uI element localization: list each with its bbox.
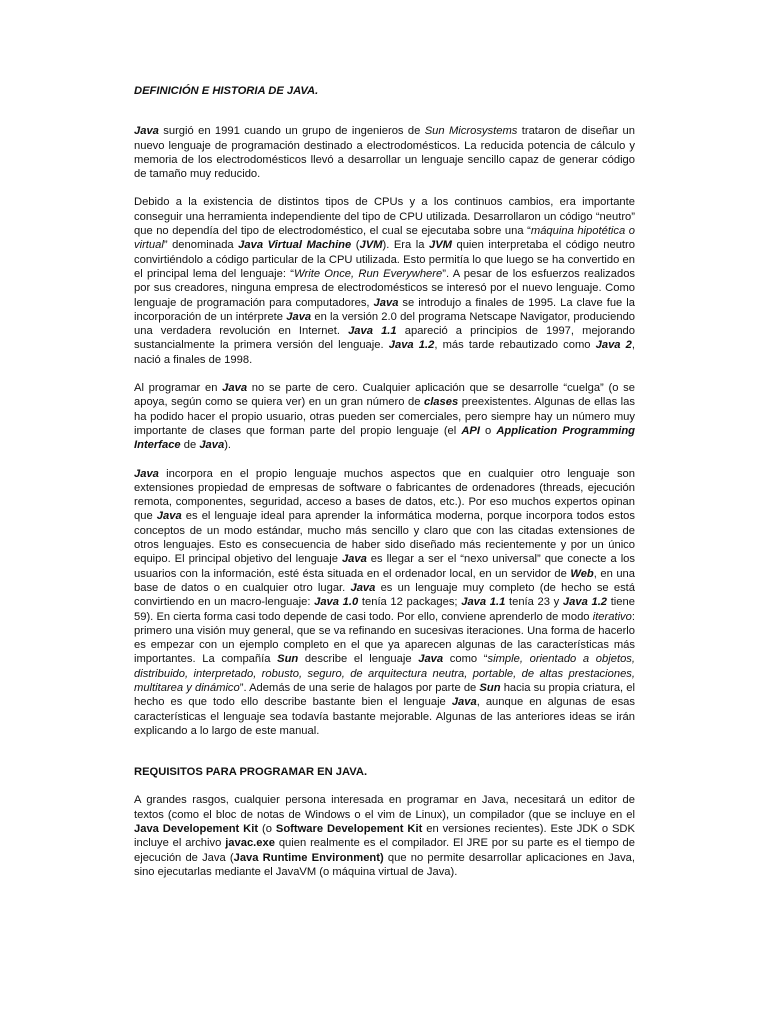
text-run: ”. Además de una serie de halagos por parte de	[239, 681, 480, 694]
text-run: tenía 12 packages;	[358, 596, 462, 609]
emphasis-bold-italic: Java	[286, 310, 312, 323]
emphasis-italic: iterativo	[592, 610, 632, 623]
text-run: apareció a principios de 1997, mejorando sustancialmente la primera versión del lenguaje.	[134, 325, 635, 352]
emphasis-bold-italic: Java	[418, 653, 444, 666]
text-run: en la versión 2.0 del programa Netscape Navigator, produciendo una verdadera revolución en Internet.	[134, 310, 636, 338]
emphasis-bold-italic: Java 1.1	[461, 596, 506, 609]
text-run: es un lenguaje muy completo (de hecho se está convirtiendo en un macro-lenguaje:	[134, 581, 635, 609]
text-run: no se parte de cero. Cualquier aplicación que se desarrolle “cuelga” (o se apoya, según como se quiera ver) en un gran número de	[134, 382, 635, 409]
emphasis-bold-italic: Java	[341, 553, 367, 566]
emphasis-bold-italic: Sun	[277, 653, 299, 666]
text-run: trataron de diseñar un nuevo lenguaje de programación destinado a electrodomésticos. La reducida potencia de cálculo y memoria de los electrodomésticos llevó a desarrollar un lenguaje sencillo capaz de generar código de tamaño muy reducido.	[134, 125, 635, 181]
text-run: , nació a finales de 1998.	[134, 339, 636, 366]
text-run: , aunque en algunas de esas características el lenguaje sea todavía bastante mejorable. Algunas de las anteriores ideas se irán explicando a lo largo de este manual.	[134, 696, 635, 737]
emphasis-bold-italic: Application Programming Interface	[134, 424, 636, 452]
paragraph-history	[134, 195, 635, 367]
text-run: de	[180, 439, 200, 452]
paragraph-requirements	[134, 793, 635, 879]
paragraph-intro	[134, 124, 635, 181]
emphasis-bold-italic: Java 1.1	[348, 325, 397, 338]
paragraph-classes	[134, 381, 635, 452]
text-run: ” denominada	[163, 239, 239, 252]
emphasis-bold: javac.exe	[225, 837, 275, 850]
emphasis-italic: Write Once, Run Everywhere	[293, 267, 443, 280]
text-run: quien realmente es el compilador. El JRE por su parte es el tiempo de ejecución de Java (	[134, 837, 636, 864]
text-run: A grandes rasgos, cualquier persona interesada en programar en Java, necesitará un editor de textos (como el bloc de notas de Windows o el vim de Linux), un compilador (que se incluye en el	[134, 794, 635, 821]
emphasis-bold-italic: Java 1.2	[388, 339, 435, 352]
text-run: ).	[224, 439, 232, 452]
emphasis-bold-italic: Java	[373, 296, 399, 309]
text-run: (	[351, 239, 360, 252]
emphasis-italic: simple, orientado a objetos, distribuido, interpretado, robusto, seguro, de arquitectura neutra, portable, de altas prestaciones, multitarea y dinámico	[134, 653, 635, 694]
text-run: es llegar a ser el “nexo universal” que conecte a los usuarios con la información, esté ésta situada en el ordenador local, en un servidor de	[134, 553, 635, 580]
text-run: Debido a la existencia de distintos tipos de CPUs y a los continuos cambios, era importante conseguir una herramienta independiente del tipo de CPU utilizada. Desarrollaron un código “neutro” que no dependía del tipo de electrodoméstico, el cual se ejecutaba sobre una “	[134, 196, 635, 238]
text-run: describe el lenguaje	[298, 653, 419, 666]
emphasis-bold-italic: Java 1.0	[314, 596, 359, 609]
emphasis-bold-italic: Java	[199, 439, 225, 452]
emphasis-bold-italic: Java	[451, 696, 477, 709]
emphasis-bold: Java Runtime Environment)	[233, 851, 384, 864]
emphasis-bold-italic: Java	[134, 125, 159, 138]
text-run: ”. A pesar de los esfuerzos realizados por sus creadores, ninguna empresa de electrodomésticos se interesó por el nuevo lenguaje. Como lenguaje de programación para computadores,	[134, 267, 636, 309]
emphasis-italic: máquina hipotética o virtual	[134, 225, 635, 252]
emphasis-bold-italic: Java	[134, 467, 159, 480]
emphasis-bold-italic: Java 2	[595, 339, 632, 352]
text-run: hacia su propia criatura, el hecho es que todo ello describe bastante bien el lenguaje	[134, 681, 635, 709]
text-run: tiene 59). En cierta forma casi todo depende de casi todo. Por ello, conviene aprenderlo de modo	[134, 596, 635, 623]
text-run: que no permite desarrollar aplicaciones en Java, sino ejecutarlas mediante el JavaVM (o máquina virtual de Java).	[134, 851, 635, 878]
text-run: es el lenguaje ideal para aprender la informática moderna, porque incorpora todos estos conceptos de un modo estándar, mucho más sencillo y claro que con las citadas extensiones de otros lenguajes. Esto es consecuencia de haber sido diseñado más recientemente y por un único equipo. El principal objetivo del lenguaje	[134, 510, 635, 566]
text-run: : primero una visión muy general, que se va refinando en sucesivas iteraciones. Una forma de hacerlo es empezar con un ejemplo completo en el que ya aparecen algunas de las características más importantes. La compañía	[134, 610, 635, 666]
emphasis-bold: Java Developement Kit	[134, 823, 259, 836]
emphasis-bold-italic: JVM	[359, 239, 383, 252]
emphasis-bold-italic: Web	[570, 567, 594, 580]
text-run: se introdujo a finales de 1995. La clave fue la incorporación de un intérprete	[134, 296, 635, 323]
emphasis-bold-italic: Java Virtual Machine	[238, 239, 352, 252]
emphasis-bold-italic: clases	[423, 396, 459, 409]
paragraph-features	[134, 467, 635, 739]
emphasis-italic: Sun Microsystems	[424, 125, 518, 138]
text-run: preexistentes. Algunas de ellas las ha podido hacer el propio usuario, otras pueden ser comerciales, pero siempre hay un número muy importante de clases que forman parte del propio lenguaje (el	[134, 396, 635, 437]
emphasis-bold-italic: API	[461, 424, 480, 437]
text-run: ). Era la	[382, 239, 429, 252]
emphasis-bold-italic: JVM	[428, 239, 452, 252]
text-run: quien interpretaba el código neutro convirtiéndolo a código particular de la CPU utilizada. Esto permitía lo que luego se ha convertido en el principal lema del lenguaje: “	[134, 239, 635, 280]
text-run: incorpora en el propio lenguaje muchos aspectos que en cualquier otro lenguaje son extensiones propiedad de empresas de software o fabricantes de ordenadores (threads, ejecución remota, componentes, seguridad, acceso a bases de datos, etc.). Por eso muchos expertos opinan que	[134, 467, 635, 523]
text-run: o	[479, 424, 497, 437]
emphasis-bold-italic: Java 1.2	[562, 596, 608, 609]
emphasis-bold: Software Developement Kit	[275, 823, 423, 836]
text-run: (o	[258, 823, 276, 836]
text-run: Al programar en	[134, 382, 223, 395]
text-run: tenía 23 y	[505, 596, 563, 609]
text-run: en versiones recientes). Este JDK o SDK incluye el archivo	[134, 823, 635, 850]
emphasis-bold-italic: Sun	[479, 681, 501, 694]
emphasis-bold-italic: Java	[156, 510, 182, 523]
section-heading-definicion: DEFINICIÓN E HISTORIA DE JAVA.	[134, 85, 319, 97]
text-run: surgió en 1991 cuando un grupo de ingenieros de	[158, 125, 425, 138]
emphasis-bold-italic: Java	[222, 382, 248, 395]
section-heading-requisitos: REQUISITOS PARA PROGRAMAR EN JAVA.	[134, 766, 368, 779]
emphasis-bold-italic: Java	[350, 581, 376, 594]
text-run: , más tarde rebautizado como	[434, 339, 596, 352]
document-page	[134, 84, 635, 879]
text-run: , en una base de datos o en cualquier otro lugar.	[134, 567, 635, 594]
text-run: como “	[443, 653, 488, 666]
